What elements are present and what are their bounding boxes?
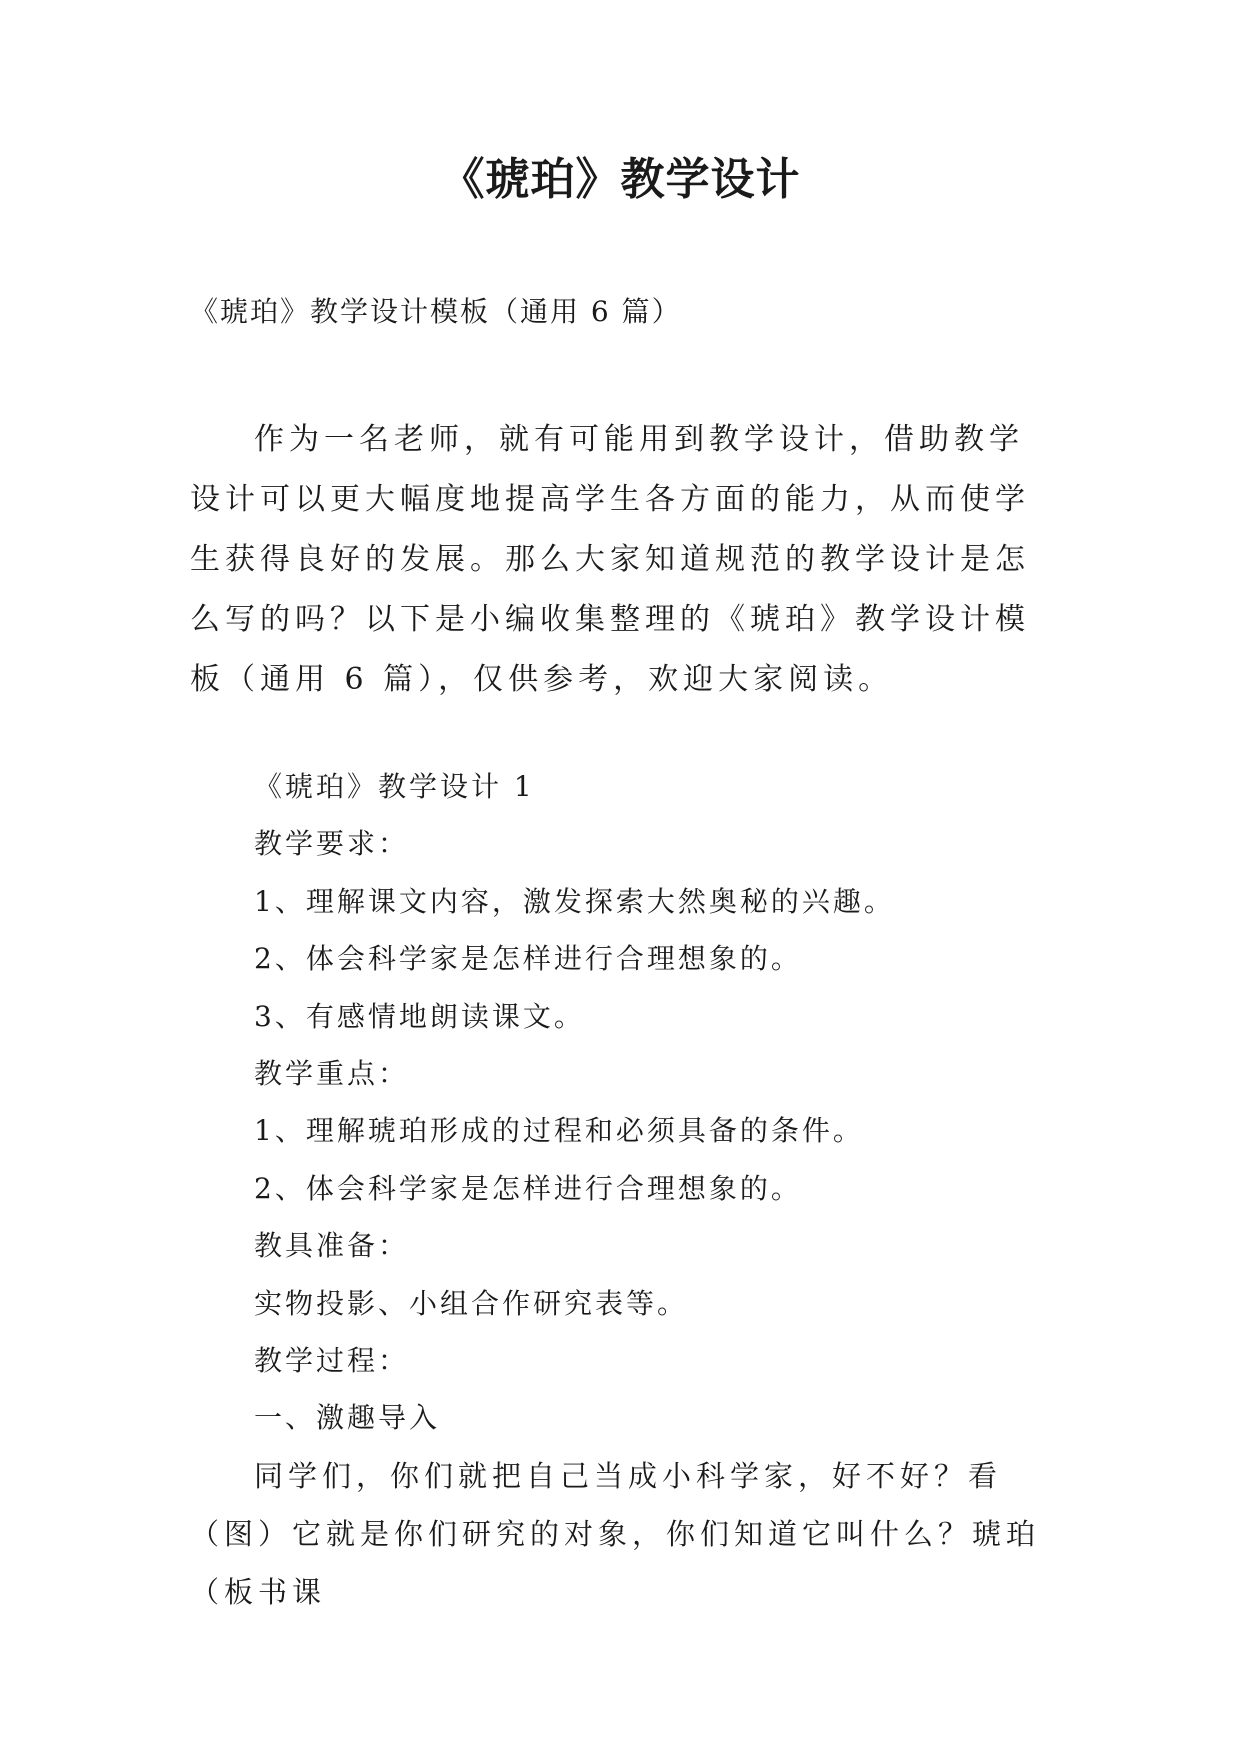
focus-item: 2、体会科学家是怎样进行合理想象的。 <box>254 1171 802 1205</box>
section-1 <box>190 758 1052 1621</box>
requirement-item: 2、体会科学家是怎样进行合理想象的。 <box>254 942 802 976</box>
requirement-item: 3、有感情地朗读课文。 <box>254 999 585 1033</box>
intro-paragraph: 作为一名老师，就有可能用到教学设计，借助教学设计可以更大幅度地提高学生各方面的能力，从而使学生获得良好的发展。那么大家知道规范的教学设计是怎么写的吗？以下是小编收集整理的《琥珀》教学设计模板（通用 6 篇），仅供参考，欢迎大家阅读。 <box>190 422 1030 697</box>
document-subtitle: 《琥珀》教学设计模板（通用 6 篇） <box>190 295 682 328</box>
step-heading: 一、激趣导入 <box>254 1401 441 1435</box>
document-title: 《琥珀》教学设计 <box>440 154 801 205</box>
tools-text: 实物投影、小组合作研究表等。 <box>254 1286 689 1320</box>
section-heading: 《琥珀》教学设计 1 <box>254 770 535 803</box>
process-label: 教学过程： <box>254 1343 410 1377</box>
tools-label: 教具准备： <box>254 1229 410 1263</box>
focus-label: 教学重点： <box>254 1056 410 1090</box>
requirement-item: 1、理解课文内容，激发探索大然奥秘的兴趣。 <box>254 884 895 918</box>
requirements-label: 教学要求： <box>254 827 410 861</box>
step-paragraph: 同学们，你们就把自己当成小科学家，好不好？看（图）它就是你们研究的对象，你们知道它叫什么？琥珀（板书课 <box>190 1458 1041 1609</box>
focus-item: 1、理解琥珀形成的过程和必须具备的条件。 <box>254 1114 864 1148</box>
